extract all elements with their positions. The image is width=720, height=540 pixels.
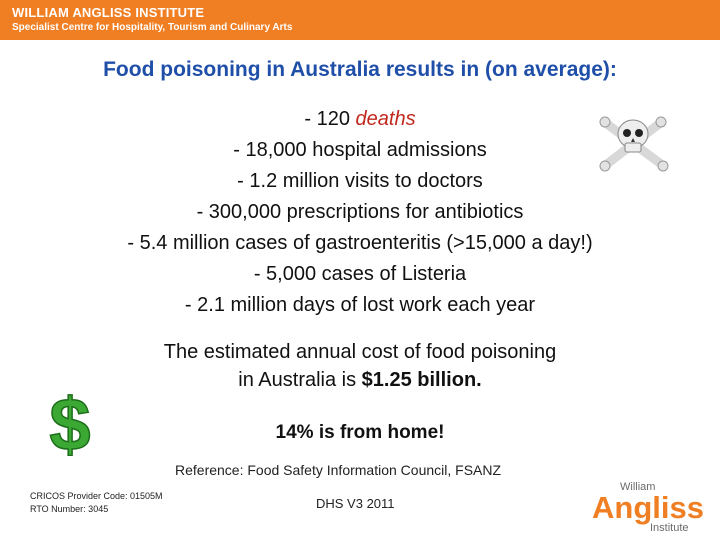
stat-line: - 300,000 prescriptions for antibiotics: [196, 201, 524, 223]
slide-title: Food poisoning in Australia results in (on average):: [103, 58, 617, 81]
cost-line-2-prefix: in Australia is: [238, 369, 362, 391]
stat-line: - 5,000 cases of Listeria: [253, 263, 467, 285]
stat-line: - 18,000 hospital admissions: [233, 139, 487, 161]
cost-line-2: [0, 366, 720, 394]
cost-amount: $1.25 billion.: [361, 369, 482, 391]
cricos-info: [30, 490, 163, 516]
institute-subtitle: Specialist Centre for Hospitality, Tourism and Culinary Arts: [12, 22, 293, 33]
stat-line: - 2.1 million days of lost work each year: [184, 294, 536, 316]
stat-deaths-prefix: - 120: [304, 108, 356, 130]
william-angliss-logo: [588, 478, 712, 534]
skull-crossbones-icon: [597, 110, 669, 172]
header-banner: [0, 0, 720, 40]
cricos-code: CRICOS Provider Code: 01505M: [30, 491, 163, 501]
logo-main: Angliss: [592, 490, 704, 525]
svg-text:$: $: [49, 386, 91, 456]
annual-cost: [0, 338, 720, 394]
dollar-sign-icon: [44, 386, 96, 456]
stat-line: - 5.4 million cases of gastroenteritis (>15,000 a day!): [127, 232, 593, 254]
logo-top: William: [620, 481, 656, 493]
logo-bottom: Institute: [650, 522, 689, 534]
home-note: 14% is from home!: [275, 422, 445, 443]
rto-number: RTO Number: 3045: [30, 504, 109, 514]
institute-name: WILLIAM ANGLISS INSTITUTE: [12, 5, 205, 20]
stat-deaths-word: deaths: [355, 108, 416, 130]
cost-line-1: The estimated annual cost of food poisoning: [163, 341, 557, 363]
version-label: DHS V3 2011: [316, 496, 395, 511]
stat-line: - 1.2 million visits to doctors: [237, 170, 483, 192]
reference: Reference: Food Safety Information Council, FSANZ: [175, 462, 502, 478]
